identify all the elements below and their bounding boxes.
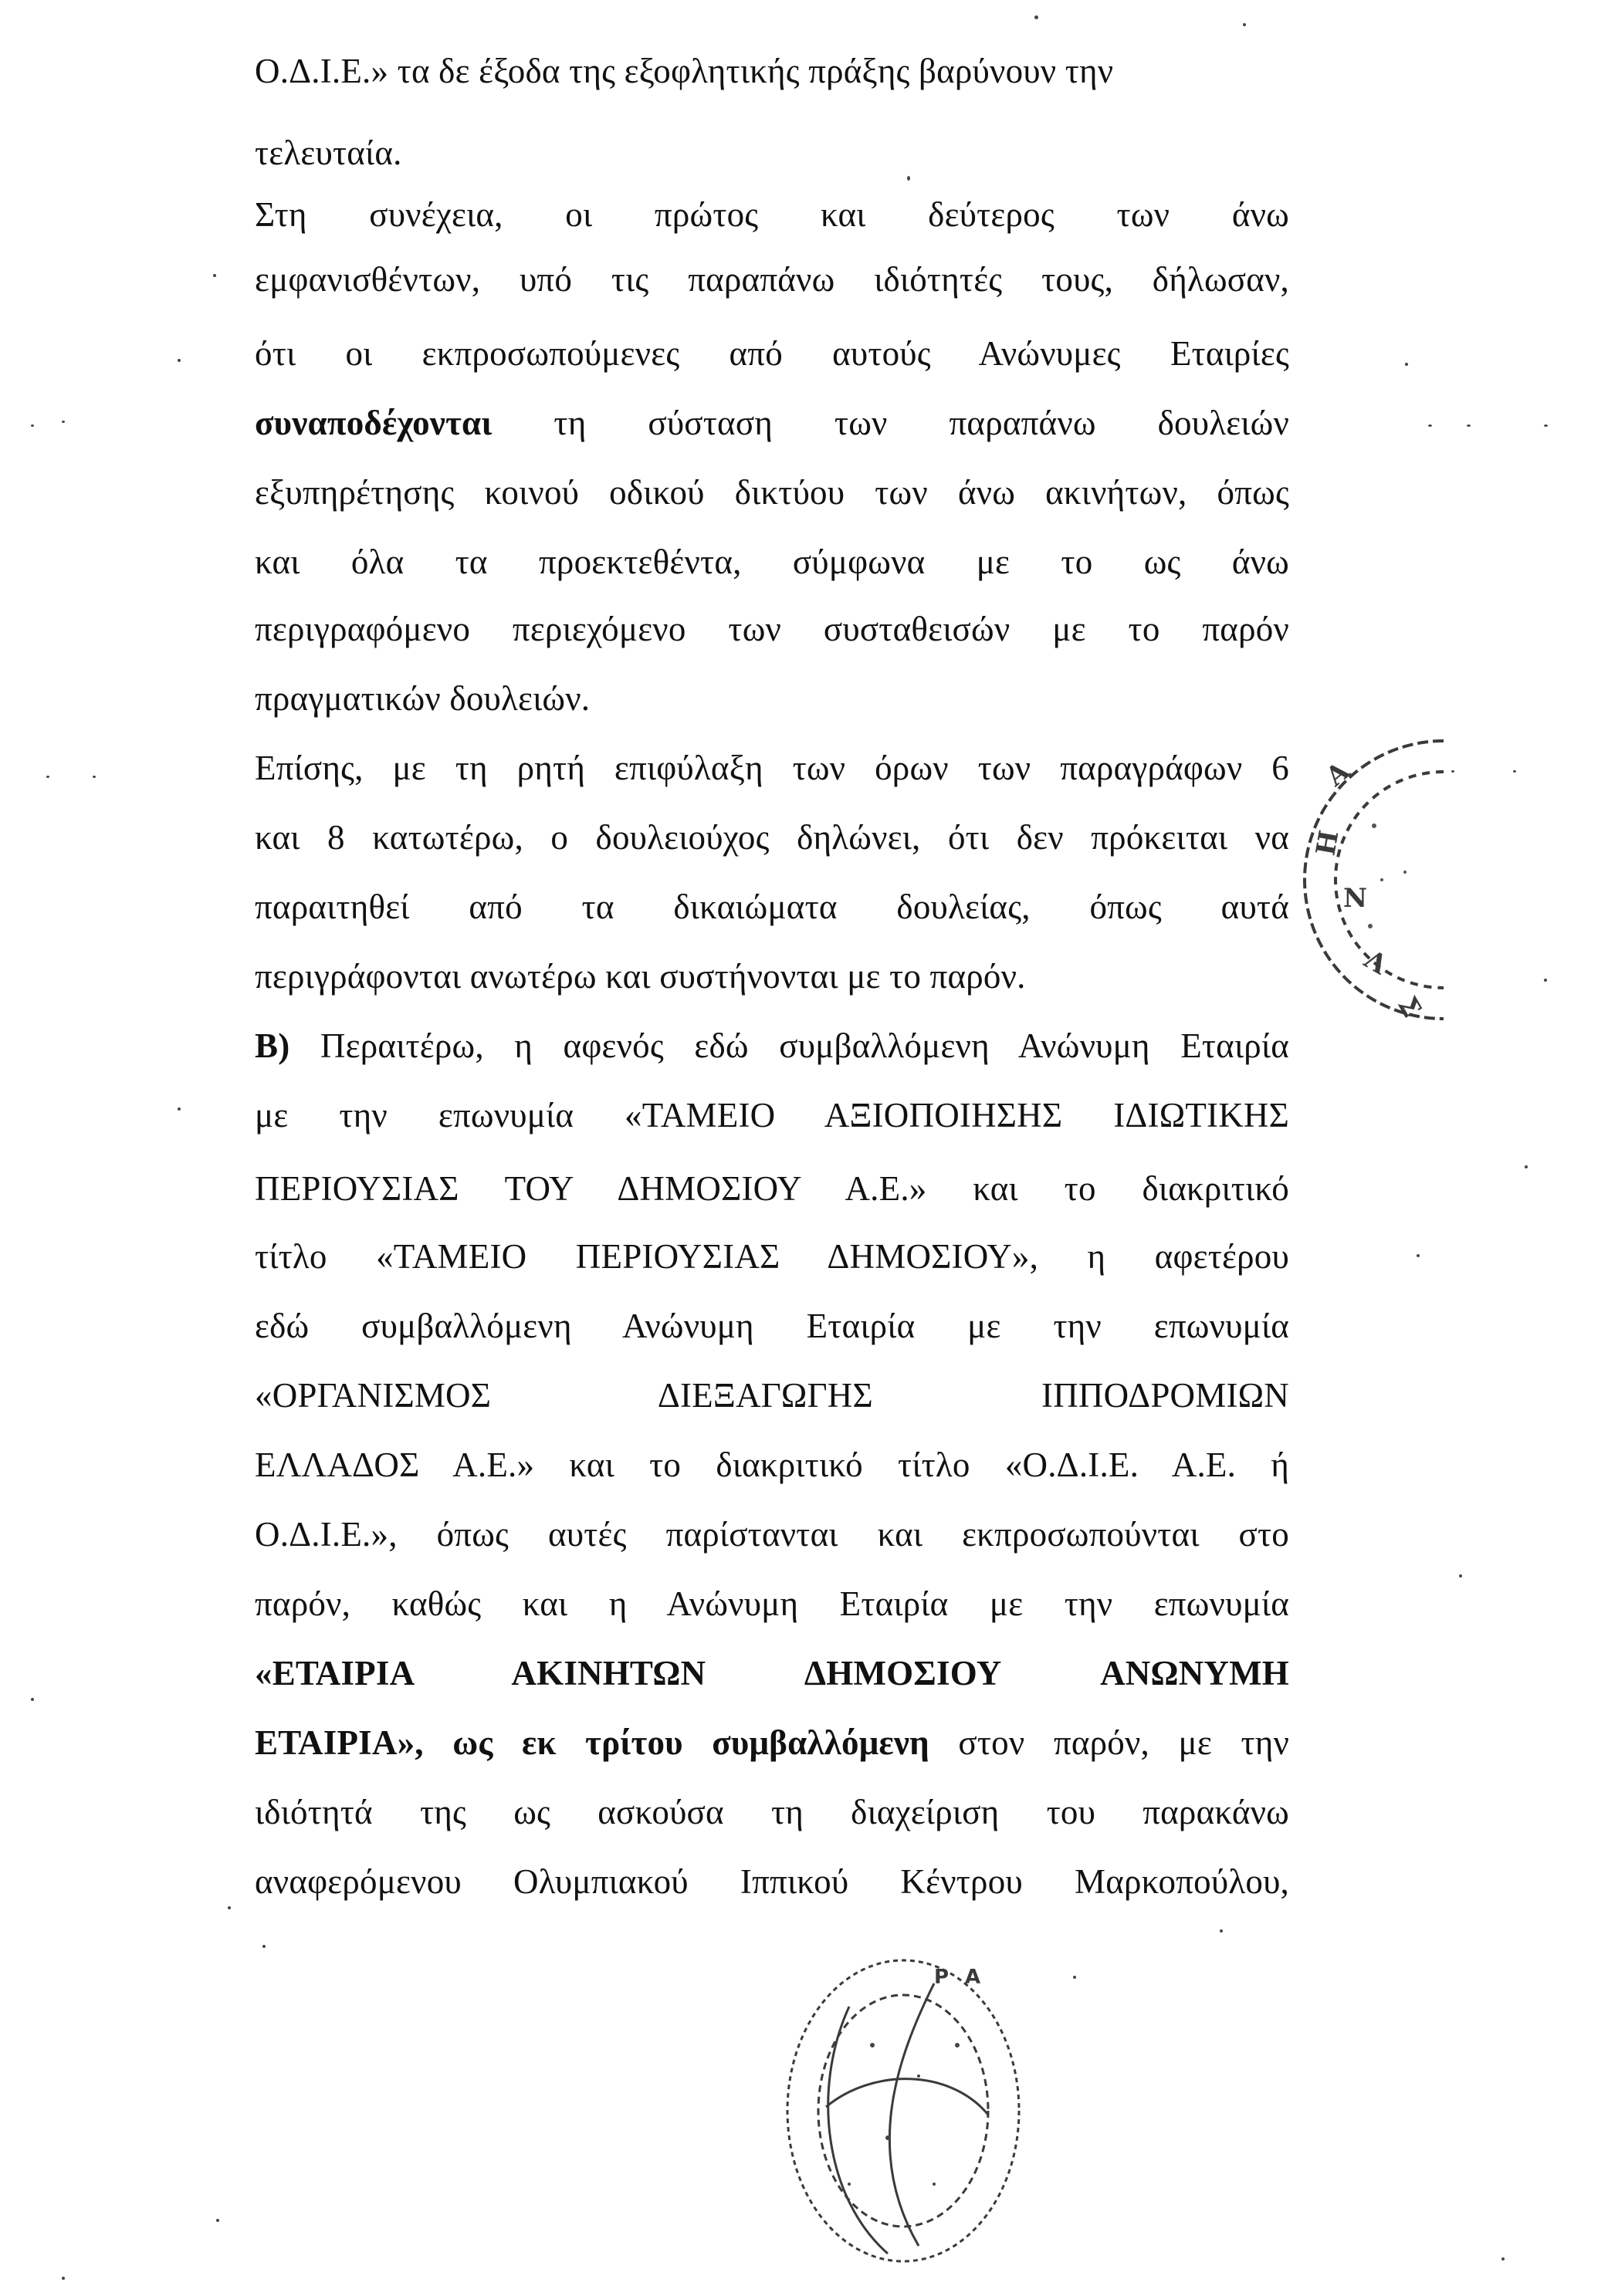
scan-speck: [1459, 1574, 1462, 1577]
bottom-round-seal: [780, 1953, 1027, 2269]
text-line-23: παρόν, καθώς και η Ανώνυμη Εταιρία με την επωνυμία: [255, 1584, 1289, 1623]
text-line-21: ΕΛΛΑΔΟΣ Α.Ε.» και το διακριτικό τίτλο «Ο.Δ.Ι.Ε. Α.Ε. ή: [255, 1446, 1289, 1484]
side-seal-stamp: [1289, 733, 1444, 1026]
text-line-12: και 8 κατωτέρω, ο δουλειούχος δηλώνει, ότι δεν πρόκειται να: [255, 818, 1289, 857]
text-line-1: Ο.Δ.Ι.Ε.» τα δε έξοδα της εξοφλητικής πράξης βαρύνουν την: [255, 52, 1114, 90]
text-line-27: αναφερόμενου Ολυμπιακού Ιππικού Κέντρου Μαρκοπούλου,: [255, 1862, 1289, 1901]
scan-speck: [46, 776, 49, 778]
scan-speck: [1544, 424, 1548, 427]
scan-speck: [93, 776, 96, 778]
text-line-24: «ΕΤΑΙΡΙΑ ΑΚΙΝΗΤΩΝ ΔΗΜΟΣΙΟΥ ΑΝΩΝΥΜΗ: [255, 1654, 1289, 1692]
scan-speck: [216, 2219, 219, 2222]
text-line-11: Επίσης, με τη ρητή επιφύλαξη των όρων των παραγράφων 6: [255, 749, 1289, 787]
scan-speck: [62, 2277, 65, 2280]
text-line-2: τελευταία.: [255, 134, 402, 172]
text-line-6: συναποδέχονται τη σύσταση των παραπάνω δουλειών: [255, 404, 1289, 442]
text-line-8: και όλα τα προεκτεθέντα, σύμφωνα με το ως άνω: [255, 543, 1289, 581]
scan-speck: [178, 1107, 181, 1111]
text-line-10: πραγματικών δουλειών.: [255, 679, 591, 718]
text-line-18: τίτλο «ΤΑΜΕΙΟ ΠΕΡΙΟΥΣΙΑΣ ΔΗΜΟΣΙΟΥ», η αφετέρου: [255, 1237, 1289, 1276]
text-line-3: Στη συνέχεια, οι πρώτος και δεύτερος των άνω: [255, 195, 1289, 234]
text-line-5: ότι οι εκπροσωπούμενες από αυτούς Ανώνυμες Εταιρίες: [255, 334, 1289, 373]
text-line-4: εμφανισθέντων, υπό τις παραπάνω ιδιότητές τους, δήλωσαν,: [255, 260, 1289, 299]
scan-speck: [31, 424, 34, 427]
scan-speck: [1501, 2257, 1505, 2260]
scan-speck: [213, 274, 216, 277]
svg-text:Ρ: Ρ: [934, 1966, 950, 1989]
text-line-17: ΠΕΡΙΟΥΣΙΑΣ ΤΟΥ ΔΗΜΟΣΙΟΥ Α.Ε.» και το διακριτικό: [255, 1169, 1289, 1208]
scan-speck: [228, 1906, 231, 1909]
text-line-16: με την επωνυμία «ΤΑΜΕΙΟ ΑΞΙΟΠΟΙΗΣΗΣ ΙΔΙΩΤΙΚΗΣ: [255, 1096, 1289, 1134]
scan-speck: [1073, 1976, 1076, 1979]
text-line-19: εδώ συμβαλλόμενη Ανώνυμη Εταιρία με την επωνυμία: [255, 1307, 1289, 1345]
scan-speck: [1243, 23, 1246, 26]
svg-text:Λ: Λ: [1359, 944, 1393, 981]
text-line-9: περιγραφόμενο περιεχόμενο των συσταθεισών με το παρόν: [255, 610, 1289, 648]
scan-speck: [62, 421, 65, 423]
svg-text:Η: Η: [1310, 827, 1346, 858]
text-line-7: εξυπηρέτησης κοινού οδικού δικτύου των άνω ακινήτων, όπως: [255, 473, 1289, 512]
scan-speck: [262, 1945, 266, 1948]
text-line-25: ΕΤΑΙΡΙΑ», ως εκ τρίτου συμβαλλόμενη στον παρόν, με την: [255, 1723, 1290, 1762]
svg-text:Α: Α: [1320, 756, 1356, 793]
text-line-13: παραιτηθεί από τα δικαιώματα δουλείας, όπως αυτά: [255, 888, 1289, 926]
scan-speck: [1428, 424, 1432, 427]
scan-speck: [1451, 770, 1454, 773]
scan-speck: [1417, 1254, 1420, 1257]
scan-speck: [1513, 770, 1516, 773]
svg-text:Σ: Σ: [1391, 991, 1427, 1023]
svg-text:Α: Α: [965, 1966, 981, 1989]
svg-text:Ν: Ν: [1343, 883, 1368, 914]
text-line-15: Β) Περαιτέρω, η αφενός εδώ συμβαλλόμενη Ανώνυμη Εταιρία: [255, 1026, 1289, 1065]
scan-speck: [1467, 424, 1471, 427]
scan-speck: [178, 359, 181, 362]
scan-speck: [907, 176, 910, 181]
scan-speck: [1034, 15, 1038, 19]
text-line-22: Ο.Δ.Ι.Ε.», όπως αυτές παρίστανται και εκπροσωπούνται στο: [255, 1515, 1289, 1554]
scan-speck: [1405, 363, 1408, 366]
scan-speck: [1220, 1929, 1223, 1932]
text-line-26: ιδιότητά της ως ασκούσα τη διαχείριση του παρακάνω: [255, 1793, 1289, 1831]
scan-speck: [31, 1698, 34, 1701]
text-line-14: περιγράφονται ανωτέρω και συστήνονται με το παρόν.: [255, 957, 1026, 996]
text-line-20: «ΟΡΓΑΝΙΣΜΟΣ ΔΙΕΞΑΓΩΓΗΣ ΙΠΠΟΔΡΟΜΙΩΝ: [255, 1376, 1289, 1415]
scan-speck: [1525, 1165, 1528, 1168]
scan-speck: [1544, 979, 1547, 982]
